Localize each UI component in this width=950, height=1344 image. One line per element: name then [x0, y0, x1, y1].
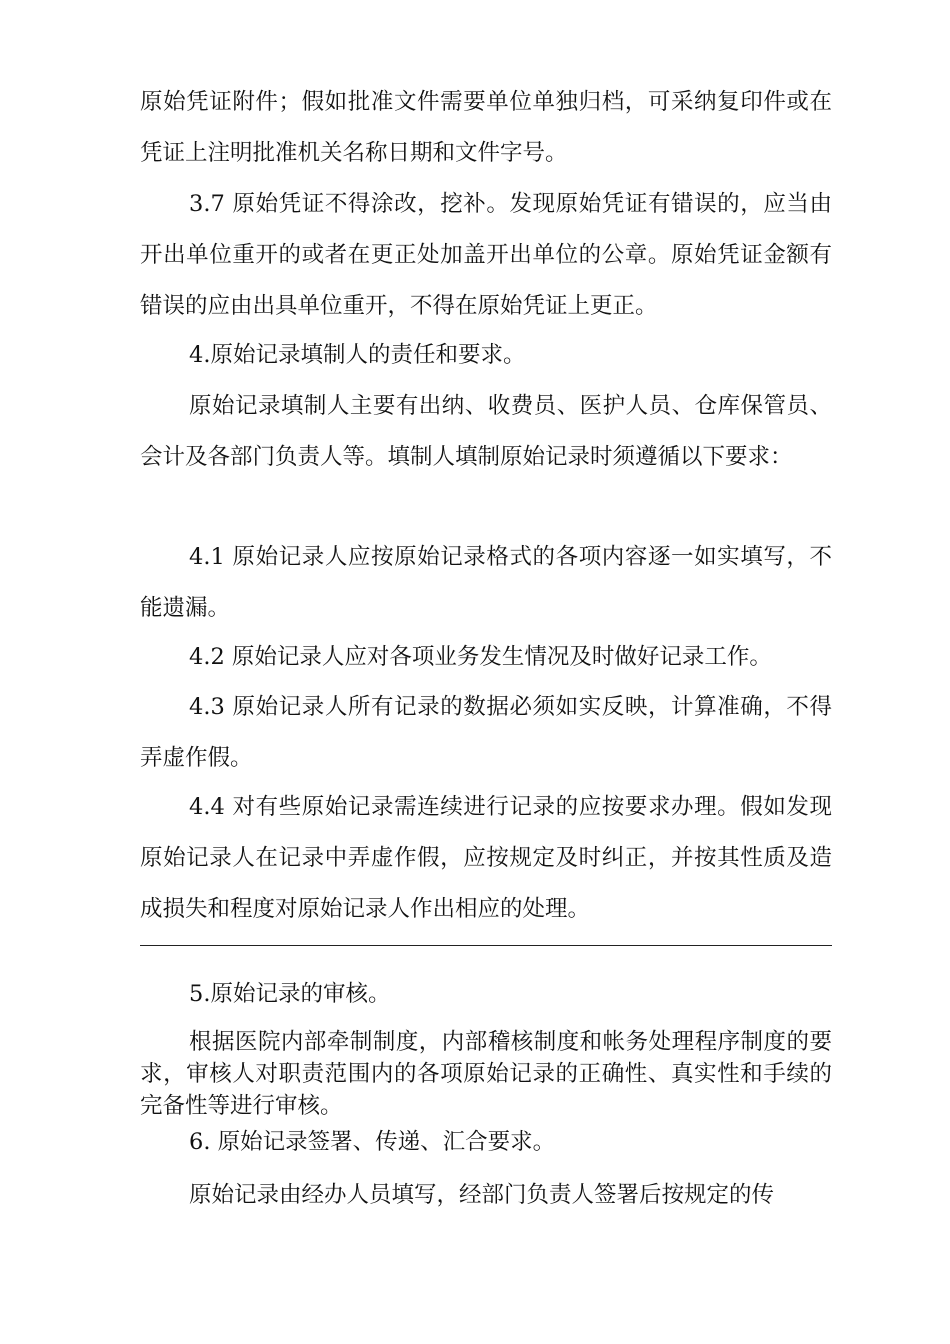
section-divider — [140, 945, 832, 946]
paragraph-4-1: 4.1 原始记录人应按原始记录格式的各项内容逐一如实填写，不能遗漏。 — [140, 544, 832, 621]
paragraph-4-2: 4.2 原始记录人应对各项业务发生情况及时做好记录工作。 — [189, 644, 772, 670]
heading-section-6: 6. 原始记录签署、传递、汇合要求。 — [189, 1129, 556, 1155]
paragraph-section-6-body: 原始记录由经办人员填写，经部门负责人签署后按规定的传 — [189, 1182, 775, 1208]
paragraph-section-4-intro: 原始记录填制人主要有出纳、收费员、医护人员、仓库保管员、会计及各部门负责人等。填制人填制原始记录时须遵循以下要求： — [140, 393, 832, 470]
paragraph-section-5-body: 根据医院内部牵制制度，内部稽核制度和帐务处理程序制度的要求，审核人对职责范围内的各项原始记录的正确性、真实性和手续的完备性等进行审核。 — [140, 1029, 832, 1119]
heading-section-4: 4.原始记录填制人的责任和要求。 — [189, 342, 526, 368]
paragraph-4-4: 4.4 对有些原始记录需连续进行记录的应按要求办理。假如发现原始记录人在记录中弄虚作假，应按规定及时纠正，并按其性质及造成损失和程度对原始记录人作出相应的处理。 — [140, 794, 832, 922]
heading-section-5: 5.原始记录的审核。 — [189, 981, 391, 1007]
paragraph-3-7: 3.7 原始凭证不得涂改，挖补。发现原始凭证有错误的，应当由开出单位重开的或者在更正处加盖开出单位的公章。原始凭证金额有错误的应由出具单位重开，不得在原始凭证上更正。 — [140, 191, 832, 319]
paragraph-4-3: 4.3 原始记录人所有记录的数据必须如实反映，计算准确，不得弄虚作假。 — [140, 694, 832, 771]
paragraph-attachment-note: 原始凭证附件；假如批准文件需要单位单独归档，可采纳复印件或在凭证上注明批准机关名称日期和文件字号。 — [140, 89, 832, 166]
